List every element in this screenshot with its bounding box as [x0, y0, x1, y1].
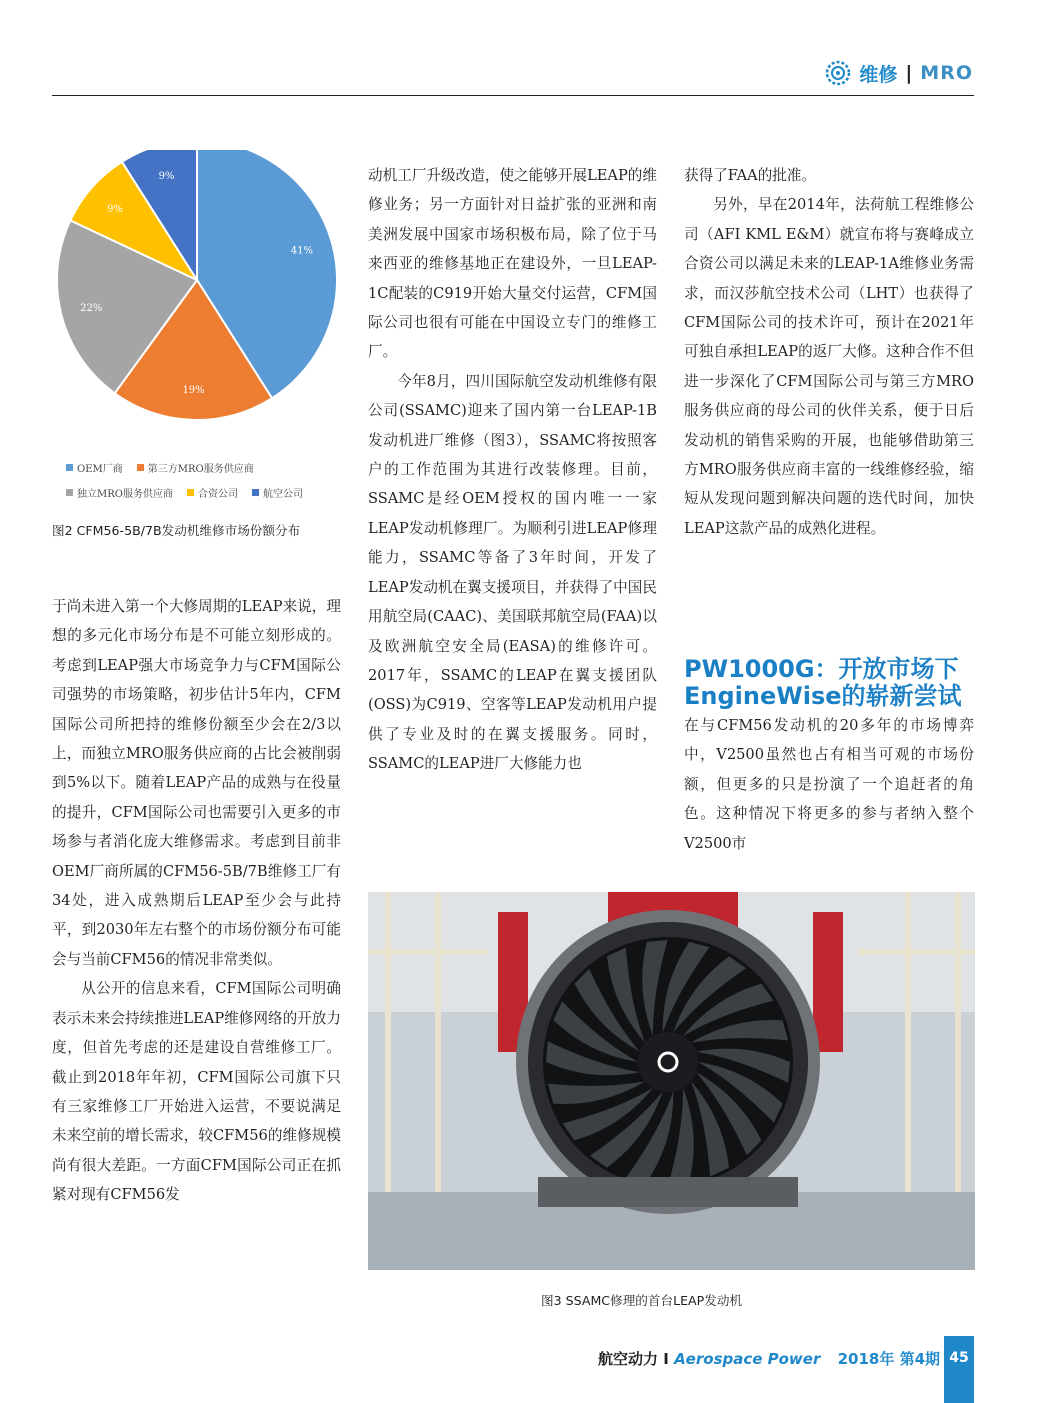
section-header [825, 58, 973, 88]
text-line: 大修。这种合作不但进一步深化了 [684, 343, 974, 390]
chart-legend-row-1 [66, 460, 254, 475]
text-line: 获得了中国民用航空局(CAAC)、美 [368, 578, 657, 626]
section-name: 维修 [859, 63, 898, 86]
legend-label: 合资公司 [197, 489, 238, 500]
text-line: 修网络的开放力度，但首先考虑的还 [52, 1009, 341, 1057]
text-line: 当前CFM56的情况非常类似。 [81, 950, 282, 968]
legend-label: OEM厂商 [77, 464, 123, 475]
text-line: 场参与者消化庞大维修需求。考虑 [52, 833, 281, 851]
text-line: 于尚未进入第一个大修周期的LEAP [52, 598, 283, 615]
text-line: 了CFM国际公司的技术许可，预计 [684, 284, 974, 332]
text-line: SSAMC的LEAP在翼支援团队(OSS) [368, 666, 657, 714]
legend-swatch [137, 464, 144, 471]
legend-swatch [252, 489, 259, 496]
text-line: 程维修公司（AFI KML E&M）就宣 [684, 196, 974, 243]
legend-item [66, 460, 123, 475]
footer-magazine [598, 1348, 940, 1369]
text-line: 来说，理想的多元化市场分布是不 [52, 598, 341, 645]
text-line: 来的LEAP-1A维修业务需求，而 [684, 255, 974, 302]
column-1 [52, 592, 341, 1210]
text-line: 未来空前的增长需求，较CFM56的 [52, 1127, 283, 1145]
text-line: 够借助第三方MRO服务供应商丰富 [684, 431, 974, 479]
legend-swatch [187, 489, 194, 496]
text-line: 市场策略，初步估计5年内，CFM [112, 686, 341, 704]
figure-3-caption: 图3 SSAMC修理的首台LEAP发动机 [541, 1293, 743, 1308]
text-line: 维修有限公司(SSAMC)迎来了国内第 [368, 372, 657, 420]
pie-data-label: 22% [80, 303, 103, 315]
text-line: 到解决问题的迭代时间，加快LEAP [684, 490, 974, 537]
section-heading-line: EngineWise的崭新尝试 [684, 682, 962, 710]
text-line: 理能力，SSAMC等备了3年时间，开 [368, 519, 657, 567]
text-line: 发动机修理厂。为顺利引进LEAP修 [408, 519, 643, 537]
text-line: 获得了FAA的批准。 [684, 167, 817, 184]
text-line: 的维修基地正在建设外，一旦LEAP- [413, 255, 657, 273]
footer-bar: I [663, 1350, 669, 1368]
leap-engine-illustration [368, 892, 975, 1270]
column-2 [368, 161, 657, 779]
legend-label: 第三方MRO服务供应商 [147, 464, 254, 475]
section-tag: MRO [920, 62, 973, 84]
text-line: 另外，早在2014年，法荷航工 [713, 196, 915, 214]
text-line: 动机工厂升级改造，使之能够开展 [368, 167, 588, 184]
text-line: 发了LEAP发动机在翼支援项目，并 [368, 549, 657, 596]
text-line: CFM国际公司也很有可能在中国设立 [368, 284, 657, 332]
header-rule [52, 95, 974, 96]
text-line: 观的市场份额，但更多的只是扮演 [684, 746, 974, 793]
text-line: 益扩张的亚洲和南美洲发展中国家 [368, 196, 657, 243]
text-line: 从公开的信息来看，CFM国际公 [81, 980, 297, 998]
text-line: LEAP的维修业务；另一方面针对日 [368, 167, 657, 214]
text-line: 国联邦航空局(FAA)以及欧洲航空安 [368, 608, 657, 655]
pie-data-label: 9% [158, 171, 175, 183]
pie-data-label: 41% [290, 245, 313, 257]
text-line: 年年初，CFM国际公司旗下只有三家 [52, 1068, 341, 1115]
text-line: 为C919、空客等LEAP发动机用户提 [411, 696, 657, 714]
text-line: 今年8月，四川国际航空发动机 [397, 372, 599, 390]
text-line: 到目前非OEM厂商所属的CFM56- [52, 833, 341, 880]
text-line: 后LEAP至少会与此持平，到2030年 [52, 892, 341, 939]
legend-item [137, 460, 254, 475]
figure-3-photo [368, 892, 975, 1270]
legend-label: 独立MRO服务供应商 [77, 489, 173, 500]
paragraph [684, 711, 974, 858]
text-line: 的一线维修经验，缩短从发现问题 [684, 461, 974, 508]
legend-item [66, 485, 173, 500]
text-line: 商的占比会被削弱到5%以下。随着 [52, 745, 341, 792]
text-line: 了一个追赶者的角色。这种情况下 [684, 775, 974, 823]
turbine-logo-icon [825, 60, 851, 86]
text-line: 维修规模尚有很大差距。一方面CFM [52, 1127, 341, 1174]
legend-label: 航空公司 [262, 489, 303, 500]
text-line: 这款产品的成熟化进程。 [724, 519, 886, 537]
text-line: 左右整个的市场份额分布可能会与 [52, 921, 341, 968]
text-line: 司明确表示未来会持续推进LEAP维 [52, 980, 341, 1027]
legend-swatch [66, 464, 73, 471]
text-line: 市场竞争力与CFM国际公司强势的 [52, 656, 341, 704]
text-line: 将更多的参与者纳入整个V2500市 [684, 805, 974, 852]
column-3 [684, 161, 974, 543]
text-line: 国际公司正在抓紧对现有CFM56发 [52, 1156, 341, 1204]
paragraph [52, 974, 341, 1209]
paragraph [52, 592, 341, 974]
issue-number: 2018年 第4期 [837, 1350, 941, 1368]
paragraph [684, 190, 974, 543]
text-line: 市场积极布局，除了位于马来西亚 [368, 225, 657, 273]
text-line: 汉莎航空技术公司（LHT）也获得 [729, 284, 960, 302]
text-line: 1C配装的C919开始大量交付运营， [368, 284, 606, 302]
text-line: CFM国际公司与第三方MRO服务供 [684, 372, 974, 420]
page-number: 45 [944, 1336, 974, 1403]
legend-swatch [66, 489, 73, 496]
text-line: 在与CFM56发动机的20多年的市场 [684, 717, 943, 734]
text-line: 一台LEAP-1B发动机进厂维修（图 [368, 402, 657, 449]
text-line: 在2/3以上，而独立MRO服务供应 [52, 715, 341, 763]
paragraph [368, 367, 657, 779]
text-line: 博弈中，V2500虽然也占有相当可 [684, 717, 974, 764]
header-separator: | [905, 62, 913, 84]
text-line: 全局(EASA)的维修许可。2017年， [368, 637, 657, 684]
text-line: 在2021年可独自承担LEAP的返厂 [684, 314, 974, 361]
market-share-pie-chart [52, 150, 352, 450]
text-line: 国际公司所把持的维修份额至少会 [52, 715, 287, 733]
text-line: 5B/7B维修工厂有34处，进入成熟期 [52, 862, 342, 910]
text-line: 专门的维修工厂。 [368, 314, 657, 361]
text-line: 经OEM授权的国内唯一一家LEAP [368, 490, 657, 537]
column-3-section [684, 711, 974, 858]
paragraph [368, 161, 657, 367]
text-line: 时，SSAMC的LEAP进厂大修能力也 [368, 725, 657, 773]
chart-legend-row-2 [66, 485, 303, 500]
text-line: 供了专业及时的在翼支援服务。同 [368, 725, 626, 743]
magazine-name-en: Aerospace Power [674, 1350, 821, 1368]
legend-item [187, 485, 238, 500]
text-line: 为其进行改装修理。目前，SSAMC是 [368, 461, 657, 508]
text-line: LEAP产品的成熟与在役量的提升， [52, 774, 341, 821]
section-heading-line: PW1000G：开放市场下 [684, 655, 959, 683]
pie-data-label: 19% [182, 385, 205, 397]
text-line: 布将与赛峰成立合资公司以满足未 [684, 225, 974, 273]
text-line: 应商的母公司的伙伴关系，便于日 [729, 402, 960, 420]
text-line: 是建设自营维修工厂。截止到2018 [52, 1039, 341, 1086]
text-line: 维修工厂开始进入运营，不要说满足 [97, 1097, 341, 1115]
figure-2-caption: 图2 CFM56-5B/7B发动机维修市场份额分布 [52, 523, 301, 538]
paragraph [684, 161, 974, 190]
pie-data-label: 9% [107, 203, 124, 215]
text-line: 可能立刻形成的。考虑到LEAP强大 [52, 627, 341, 674]
text-line: 3），SSAMC将按照客户的工作范围 [368, 431, 657, 479]
legend-item [252, 485, 303, 500]
text-line: CFM国际公司也需要引入更多的市 [111, 803, 341, 821]
section-heading [684, 656, 984, 710]
text-line: 后发动机的销售采购的开展，也能 [684, 402, 974, 449]
magazine-name-cn: 航空动力 [598, 1350, 659, 1368]
